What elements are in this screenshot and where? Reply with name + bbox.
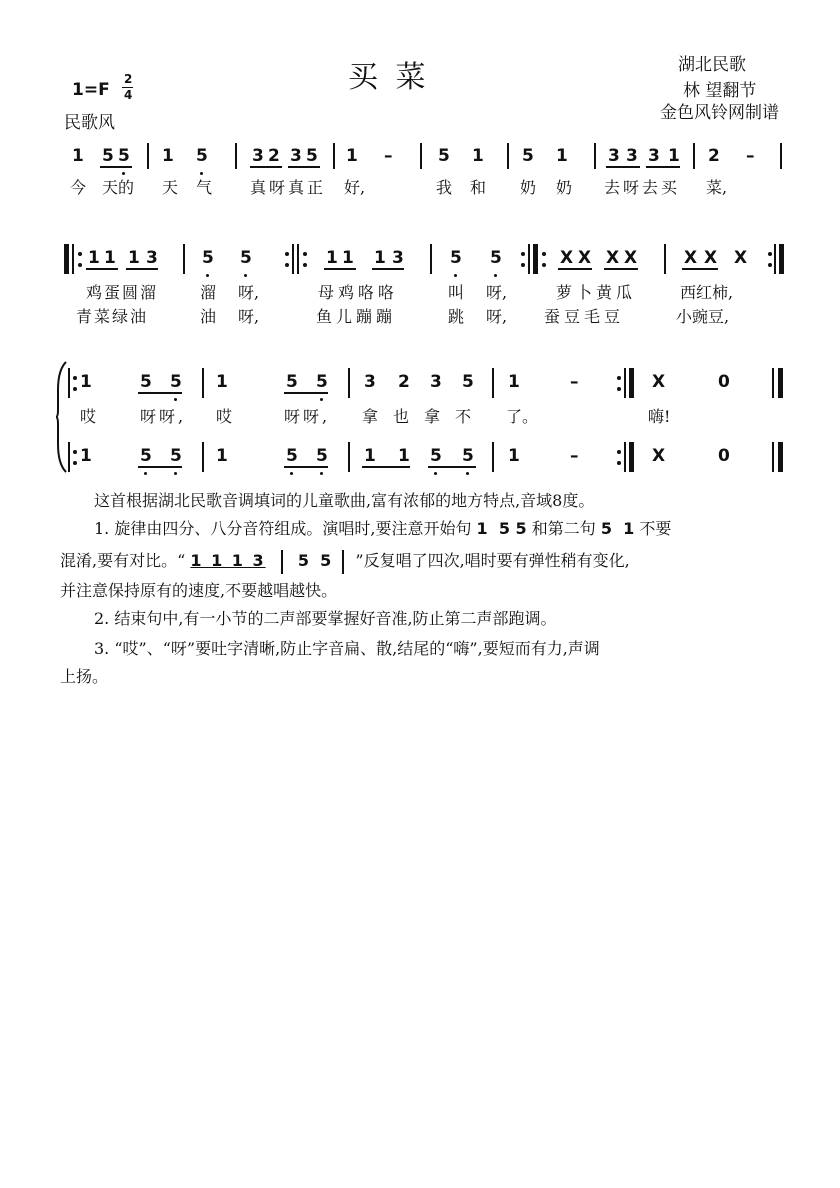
repeat-dot — [303, 263, 307, 267]
note: 1 — [342, 248, 354, 268]
note: X — [578, 248, 592, 268]
lyric: 呀, — [486, 283, 508, 302]
repeat-dot — [768, 252, 772, 256]
lyric: 叫 — [448, 283, 465, 302]
note: 5 — [462, 446, 474, 466]
lyric: 奶 — [556, 178, 573, 197]
eighth-underline — [682, 268, 718, 270]
barline — [430, 244, 432, 274]
inline-notation: 5 5 — [297, 551, 332, 570]
eighth-underline — [126, 268, 158, 270]
note: 5 — [196, 146, 208, 166]
lyric: 呀呀, — [284, 407, 331, 426]
note: 5 — [438, 146, 450, 166]
repeat-dot — [78, 252, 82, 256]
inline-notation: 5 1 — [600, 519, 635, 538]
note: 2 — [708, 146, 720, 166]
lyric: 真呀真正 — [250, 178, 327, 197]
note: 5 — [240, 248, 252, 268]
lyric: 拿也拿不 — [362, 407, 487, 426]
eighth-underline — [606, 166, 640, 168]
barline — [594, 143, 596, 169]
inline-barline — [281, 550, 283, 574]
note: 3 — [626, 146, 638, 166]
barline — [348, 442, 350, 472]
barline — [772, 442, 774, 472]
style-marking: 民歌风 — [64, 113, 115, 133]
barline — [235, 143, 237, 169]
eighth-underline — [288, 166, 320, 168]
note: 1 — [346, 146, 358, 166]
barline — [492, 442, 494, 472]
barline — [624, 368, 626, 398]
barline — [72, 244, 74, 274]
barline — [292, 244, 294, 274]
note: 3 — [290, 146, 302, 166]
key-signature: 1=F — [72, 80, 110, 100]
note: 5 — [118, 146, 130, 166]
note: 1 — [216, 372, 228, 392]
lyric: 呀呀, — [140, 407, 187, 426]
final-barline — [778, 368, 783, 398]
repeat-dot — [617, 461, 621, 465]
note: X — [704, 248, 718, 268]
barline — [492, 368, 494, 398]
time-signature-bottom: 4 — [124, 88, 133, 102]
note: 5 — [450, 248, 462, 268]
commentary-p3-line1: 3. “哎”、“呀”要吐字清晰,防止字音扁、散,结尾的“嗨”,要短而有力,声调 — [94, 639, 600, 658]
commentary-p2: 2. 结束句中,有一小节的二声部要掌握好音准,防止第二声部跑调。 — [94, 609, 557, 628]
eighth-underline — [558, 268, 592, 270]
barline — [693, 143, 695, 169]
lyric: 西红柿, — [680, 283, 734, 302]
repeat-start-thick — [64, 244, 69, 274]
barline — [202, 442, 204, 472]
note: 1 — [668, 146, 680, 166]
note: 5 — [170, 446, 182, 466]
commentary-intro: 这首根据湖北民歌音调填词的儿童歌曲,富有浓郁的地方特点,音域8度。 — [94, 491, 595, 510]
note: 1 — [162, 146, 174, 166]
lyric: 呀, — [238, 307, 260, 326]
repeat-end-thick — [779, 244, 784, 274]
eighth-underline — [428, 466, 476, 468]
note: 3 — [430, 372, 442, 392]
eighth-underline — [138, 392, 182, 394]
barline — [183, 244, 185, 274]
repeat-dot — [73, 387, 77, 391]
inline-barline — [342, 550, 344, 574]
note: 5 — [316, 372, 328, 392]
repeat-dot — [768, 263, 772, 267]
repeat-dot — [303, 252, 307, 256]
dash: – — [570, 446, 579, 466]
note: 1 — [508, 372, 520, 392]
note: 3 — [364, 372, 376, 392]
song-arranger: 林 望翻节 — [683, 81, 757, 101]
lyric: 溜 — [200, 283, 217, 302]
low-octave-dot — [244, 274, 247, 277]
barline — [507, 143, 509, 169]
eighth-underline — [362, 466, 410, 468]
lyric: 好, — [344, 178, 366, 197]
lyric: 奶 — [520, 178, 537, 197]
barline — [664, 244, 666, 274]
repeat-end-thick — [629, 368, 634, 398]
note: 1 — [326, 248, 338, 268]
low-octave-dot — [174, 472, 177, 475]
note: 1 — [364, 446, 376, 466]
note: X — [652, 372, 666, 392]
commentary-text: 和第二句 — [531, 519, 596, 538]
eighth-underline — [372, 268, 404, 270]
note: 0 — [718, 446, 730, 466]
barline — [68, 442, 70, 472]
thick-barline — [533, 244, 538, 274]
eighth-underline — [86, 268, 118, 270]
repeat-dot — [521, 263, 525, 267]
eighth-underline — [284, 392, 328, 394]
barline — [528, 244, 530, 274]
commentary-p1-line1 — [94, 514, 671, 544]
note: 1 — [80, 446, 92, 466]
barline — [147, 143, 149, 169]
note: 5 — [490, 248, 502, 268]
lyric: 蚕豆毛豆 — [544, 307, 625, 326]
note: 5 — [316, 446, 328, 466]
note: X — [624, 248, 638, 268]
repeat-dot — [542, 263, 546, 267]
note: 5 — [306, 146, 318, 166]
note: 1 — [508, 446, 520, 466]
note: 5 — [286, 372, 298, 392]
lyric: 呀, — [486, 307, 508, 326]
barline — [333, 143, 335, 169]
repeat-dot — [285, 252, 289, 256]
repeat-dot — [285, 263, 289, 267]
repeat-end-thick — [629, 442, 634, 472]
lyric: 我 — [436, 178, 453, 197]
lyric: 和 — [470, 178, 487, 197]
note: 3 — [146, 248, 158, 268]
note: 1 — [128, 248, 140, 268]
note: 1 — [80, 372, 92, 392]
note: X — [684, 248, 698, 268]
note: 1 — [216, 446, 228, 466]
low-octave-dot — [466, 472, 469, 475]
dash: – — [570, 372, 579, 392]
barline — [68, 368, 70, 398]
note: 1 — [88, 248, 100, 268]
commentary-p1-line3: 并注意保持原有的速度,不要越唱越快。 — [60, 581, 338, 600]
lyric: 今 — [70, 178, 87, 197]
barline — [202, 368, 204, 398]
lyric: 嗨! — [648, 407, 671, 426]
note: X — [652, 446, 666, 466]
note: 2 — [398, 372, 410, 392]
low-octave-dot — [494, 274, 497, 277]
note: X — [734, 248, 748, 268]
note: 5 — [202, 248, 214, 268]
repeat-dot — [617, 376, 621, 380]
lyric: 哎 — [216, 407, 233, 426]
eighth-underline — [604, 268, 638, 270]
commentary-text: 混淆,要有对比。“ — [60, 551, 186, 570]
dash: – — [384, 146, 393, 166]
low-octave-dot — [434, 472, 437, 475]
lyric: 跳 — [448, 307, 465, 326]
inline-notation: 1 1 1 3 — [190, 551, 266, 570]
repeat-dot — [73, 461, 77, 465]
low-octave-dot — [206, 274, 209, 277]
lyric: 了。 — [506, 407, 539, 426]
repeat-dot — [73, 450, 77, 454]
low-octave-dot — [320, 398, 323, 401]
note: 5 — [170, 372, 182, 392]
low-octave-dot — [174, 398, 177, 401]
low-octave-dot — [454, 274, 457, 277]
note: 1 — [104, 248, 116, 268]
eighth-underline — [646, 166, 680, 168]
note: 3 — [608, 146, 620, 166]
note: 1 — [472, 146, 484, 166]
note: X — [560, 248, 574, 268]
eighth-underline — [250, 166, 282, 168]
note: 5 — [286, 446, 298, 466]
note: 5 — [102, 146, 114, 166]
eighth-underline — [284, 466, 328, 468]
note: 1 — [374, 248, 386, 268]
note: 5 — [430, 446, 442, 466]
eighth-underline — [324, 268, 356, 270]
repeat-dot — [73, 376, 77, 380]
barline — [772, 368, 774, 398]
system-brace — [56, 360, 68, 474]
repeat-dot — [521, 252, 525, 256]
low-octave-dot — [290, 472, 293, 475]
lyric: 天的 — [102, 178, 135, 197]
lyric: 天 — [162, 178, 179, 197]
note: 0 — [718, 372, 730, 392]
note: 3 — [252, 146, 264, 166]
lyric: 呀, — [238, 283, 260, 302]
note: 5 — [140, 446, 152, 466]
note: 1 — [72, 146, 84, 166]
barline — [348, 368, 350, 398]
note: 3 — [648, 146, 660, 166]
lyric: 气 — [196, 178, 213, 197]
note: 5 — [140, 372, 152, 392]
repeat-dot — [78, 263, 82, 267]
note: 5 — [462, 372, 474, 392]
note: X — [606, 248, 620, 268]
commentary-p3-line2: 上扬。 — [60, 667, 109, 686]
repeat-dot — [542, 252, 546, 256]
time-signature-top: 2 — [124, 72, 133, 86]
barline — [780, 143, 782, 169]
lyric: 哎 — [80, 407, 97, 426]
song-title: 买 菜 — [348, 60, 430, 95]
lyric: 青菜绿油 — [76, 307, 149, 326]
lyric: 萝卜黄瓜 — [556, 283, 637, 302]
barline — [420, 143, 422, 169]
lyric: 菜, — [706, 178, 728, 197]
commentary-text: 1. 旋律由四分、八分音符组成。演唱时,要注意开始句 — [94, 519, 472, 538]
lyric: 小豌豆, — [676, 307, 730, 326]
note: 2 — [268, 146, 280, 166]
eighth-underline — [100, 166, 132, 168]
inline-notation: 1 5 5 — [476, 519, 527, 538]
barline — [624, 442, 626, 472]
low-octave-dot — [320, 472, 323, 475]
lyric: 去呀去买 — [604, 178, 681, 197]
note: 5 — [522, 146, 534, 166]
song-origin: 湖北民歌 — [678, 55, 746, 75]
barline — [297, 244, 299, 274]
lyric: 母鸡咯咯 — [318, 283, 399, 302]
note: 1 — [398, 446, 410, 466]
commentary-text: ”反复唱了四次,唱时要有弹性稍有变化, — [355, 551, 630, 570]
commentary-p1-line2 — [60, 546, 630, 576]
repeat-dot — [617, 450, 621, 454]
dash: – — [746, 146, 755, 166]
final-barline — [778, 442, 783, 472]
score-maker: 金色风铃网制谱 — [660, 103, 779, 123]
note: 1 — [556, 146, 568, 166]
lyric: 鱼儿蹦蹦 — [316, 307, 397, 326]
note: 3 — [392, 248, 404, 268]
lyric: 油 — [200, 307, 217, 326]
repeat-dot — [617, 387, 621, 391]
low-octave-dot — [144, 472, 147, 475]
commentary-text: 不要 — [639, 519, 672, 538]
barline — [774, 244, 776, 274]
eighth-underline — [138, 466, 182, 468]
lyric: 鸡蛋圆溜 — [86, 283, 159, 302]
